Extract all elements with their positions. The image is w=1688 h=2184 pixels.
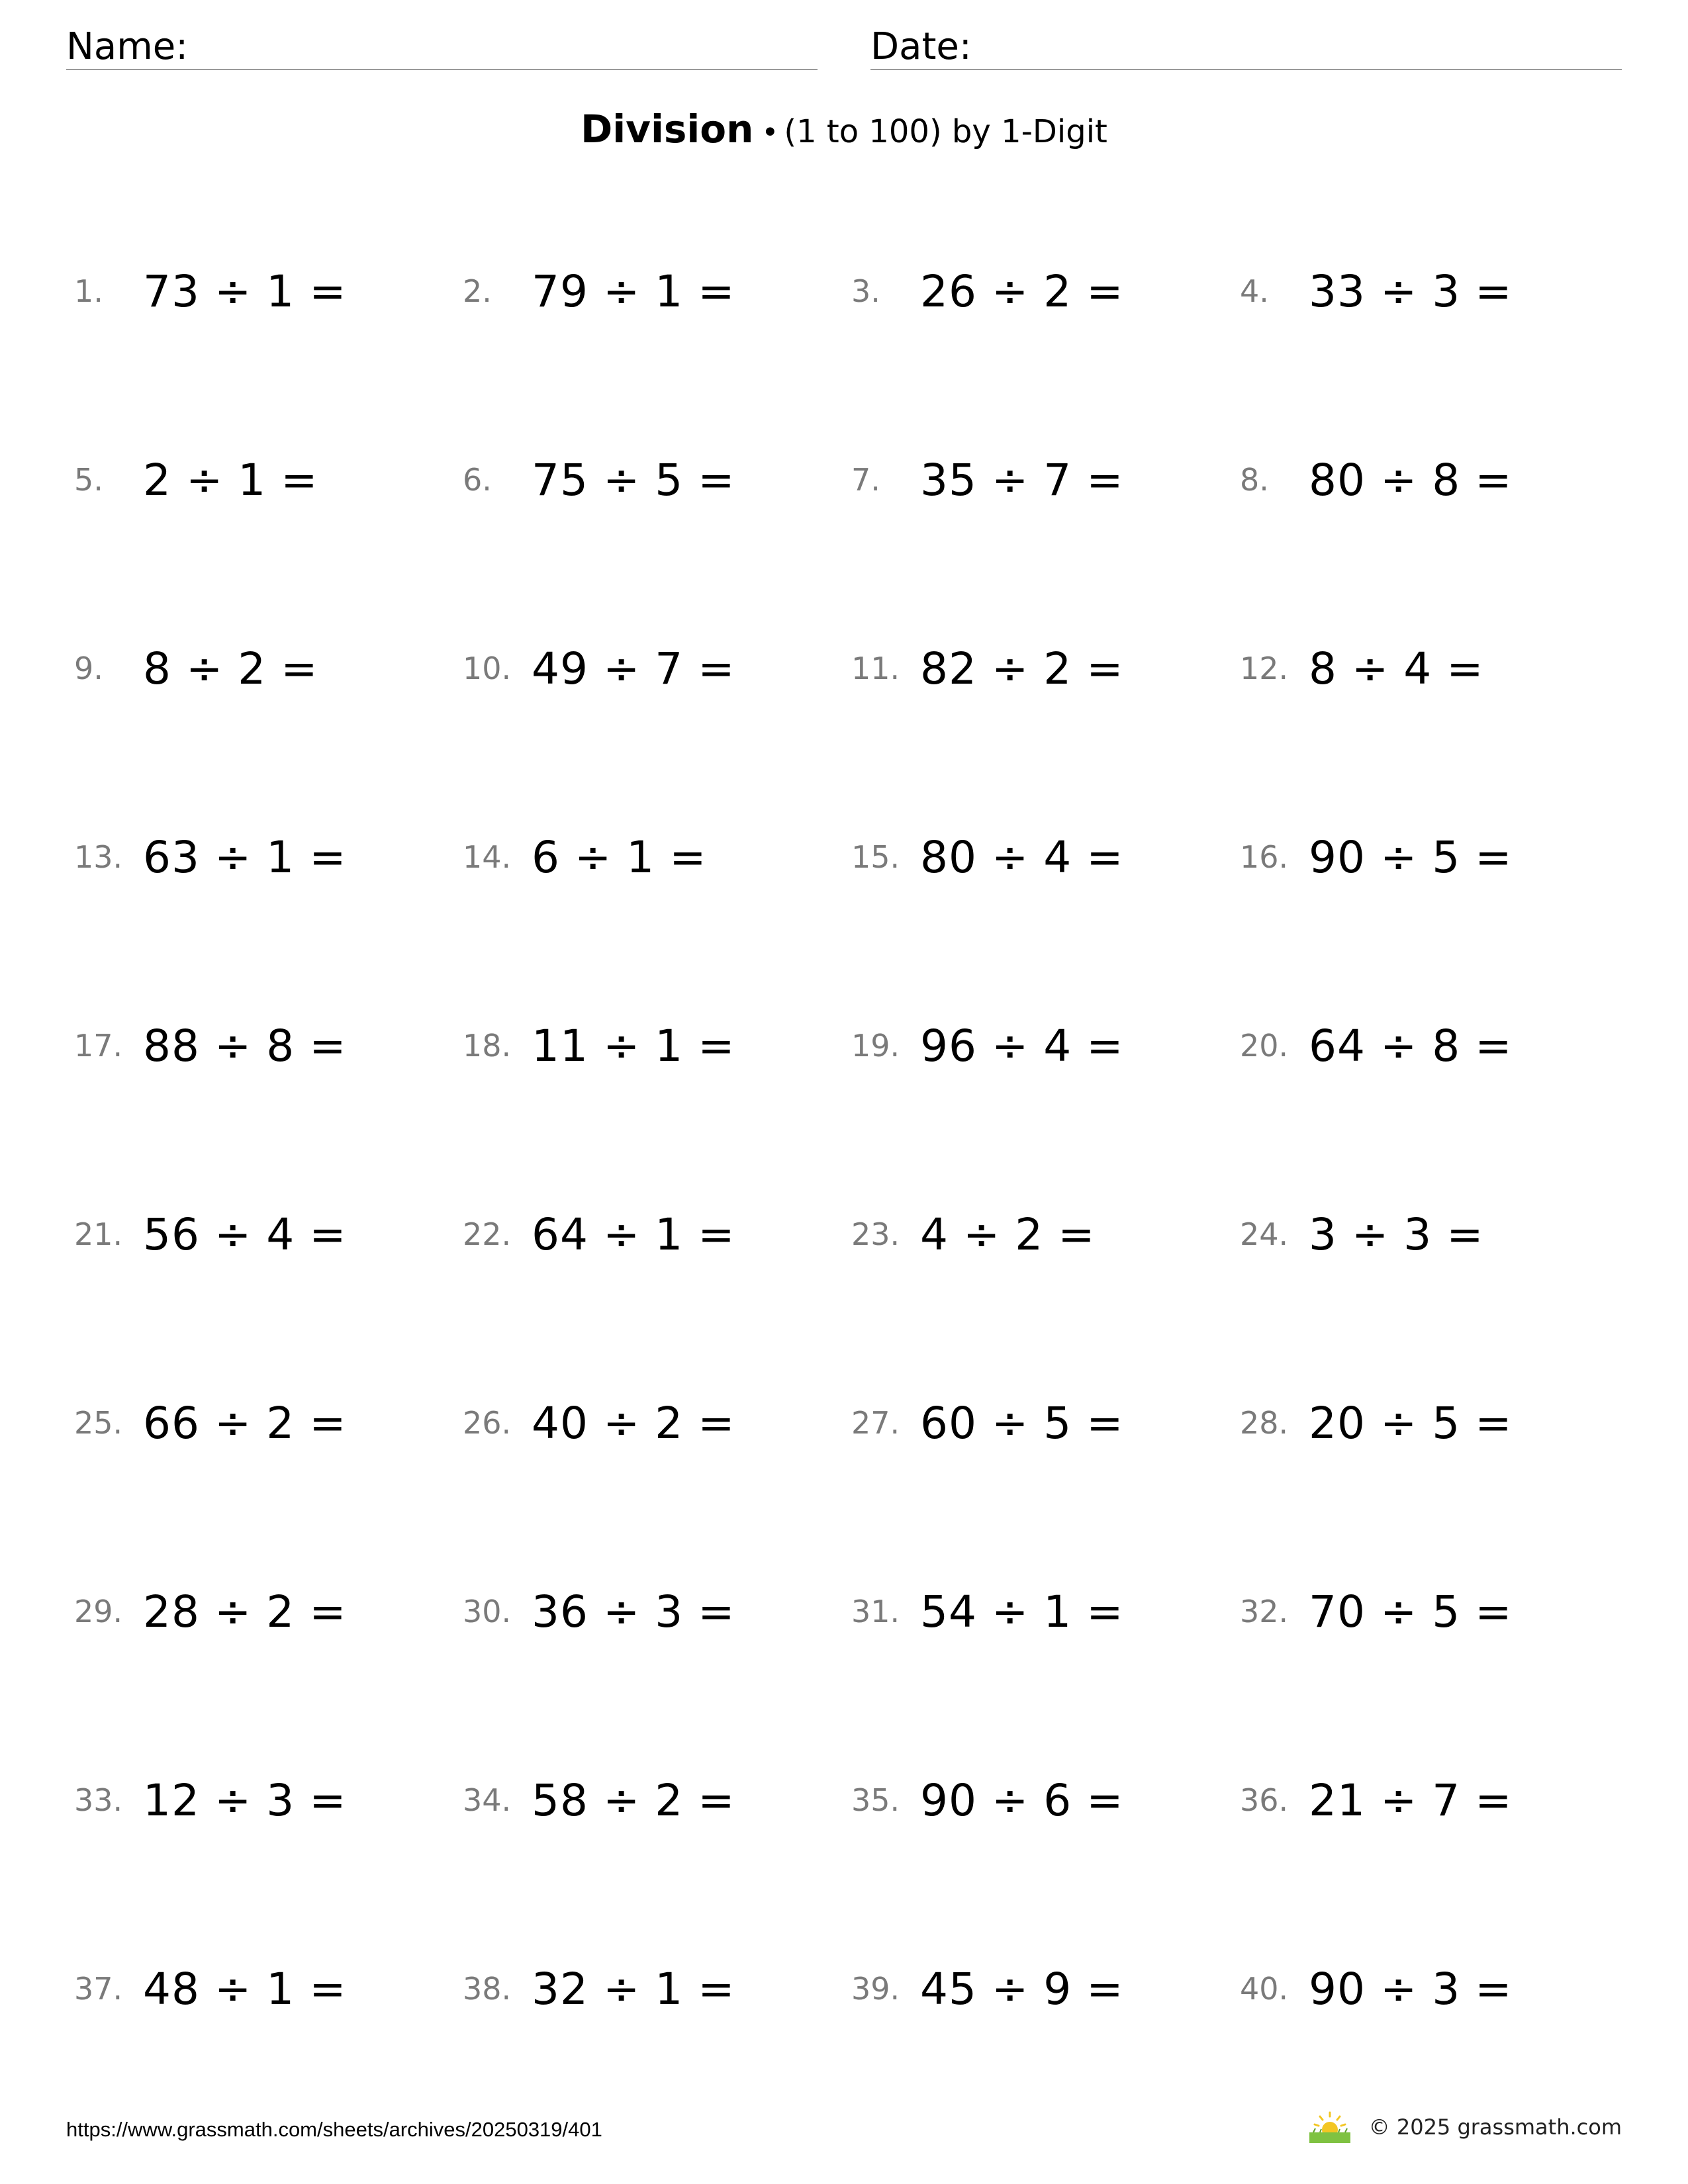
problem-number: 14. [463,839,512,875]
problem-expression: 90 ÷ 6 = [920,1775,1124,1826]
problem-expression: 21 ÷ 7 = [1309,1775,1513,1826]
problem-item [74,1357,463,1545]
problem-number: 17. [74,1028,123,1064]
problem-expression: 56 ÷ 4 = [143,1209,347,1260]
problem-number: 24. [1240,1216,1289,1252]
problem-expression: 79 ÷ 1 = [532,266,735,317]
problem-expression: 33 ÷ 3 = [1309,266,1513,317]
problem-item [851,791,1240,979]
problem-expression: 26 ÷ 2 = [920,266,1124,317]
problem-expression: 35 ÷ 7 = [920,455,1124,506]
problem-expression: 4 ÷ 2 = [920,1209,1096,1260]
problem-item [463,414,851,602]
problem-number: 11. [851,651,900,686]
problem-number: 23. [851,1216,900,1252]
problem-item [851,1357,1240,1545]
problem-number: 22. [463,1216,512,1252]
date-field[interactable] [870,25,1622,70]
problem-item [1240,979,1628,1168]
problem-expression: 80 ÷ 4 = [920,832,1124,883]
problem-expression: 8 ÷ 4 = [1309,643,1484,694]
problem-number: 38. [463,1971,512,2007]
problem-item [74,414,463,602]
problem-number: 37. [74,1971,123,2007]
problem-number: 13. [74,839,123,875]
problem-number: 18. [463,1028,512,1064]
problem-number: 28. [1240,1405,1289,1441]
problem-item [1240,225,1628,414]
problem-expression: 75 ÷ 5 = [532,455,735,506]
name-label: Name: [66,25,189,68]
problem-expression: 20 ÷ 5 = [1309,1398,1513,1449]
problem-number: 39. [851,1971,900,2007]
date-label: Date: [870,25,972,68]
problem-number: 30. [463,1594,512,1629]
problem-expression: 80 ÷ 8 = [1309,455,1513,506]
problem-number: 31. [851,1594,900,1629]
problem-expression: 48 ÷ 1 = [143,1964,347,2015]
problem-expression: 36 ÷ 3 = [532,1586,735,1637]
problem-item [1240,1734,1628,1923]
problem-item [463,225,851,414]
problem-item [851,1734,1240,1923]
problem-item [463,1168,851,1357]
title-main: Division [581,107,754,152]
page-title [0,106,1688,162]
problem-item [74,1168,463,1357]
problem-item [1240,1923,1628,2111]
problem-number: 32. [1240,1594,1289,1629]
problem-item [74,225,463,414]
problem-item [463,602,851,791]
problem-number: 27. [851,1405,900,1441]
problem-number: 10. [463,651,512,686]
problem-item [851,1545,1240,1734]
problem-expression: 11 ÷ 1 = [532,1021,735,1071]
footer-copyright: © 2025 grassmath.com [1368,2115,1622,2140]
grass-sun-logo-icon [1307,2110,1353,2144]
problem-number: 2. [463,273,492,309]
problem-number: 19. [851,1028,900,1064]
problem-expression: 70 ÷ 5 = [1309,1586,1513,1637]
problem-number: 3. [851,273,880,309]
problem-expression: 49 ÷ 7 = [532,643,735,694]
problem-expression: 66 ÷ 2 = [143,1398,347,1449]
problem-item [851,225,1240,414]
problem-item [851,602,1240,791]
problem-number: 8. [1240,462,1269,498]
problem-item [851,1923,1240,2111]
footer-url[interactable]: https://www.grassmath.com/sheets/archives/20250319/401 [66,2118,602,2141]
problem-item [1240,602,1628,791]
problem-expression: 90 ÷ 5 = [1309,832,1513,883]
problem-expression: 6 ÷ 1 = [532,832,707,883]
problem-item [851,414,1240,602]
problem-number: 26. [463,1405,512,1441]
problem-item [1240,1545,1628,1734]
problem-grid [74,225,1630,2098]
problem-number: 33. [74,1782,123,1818]
problem-item [851,979,1240,1168]
problem-expression: 58 ÷ 2 = [532,1775,735,1826]
title-subtitle: (1 to 100) by 1-Digit [784,113,1107,150]
title-separator: • [761,116,779,150]
problem-number: 40. [1240,1971,1289,2007]
problem-item [74,1734,463,1923]
problem-number: 21. [74,1216,123,1252]
problem-item [74,1923,463,2111]
problem-expression: 82 ÷ 2 = [920,643,1124,694]
name-field[interactable] [66,25,818,70]
problem-item [463,1923,851,2111]
problem-number: 5. [74,462,103,498]
problem-number: 12. [1240,651,1289,686]
problem-item [463,1545,851,1734]
problem-expression: 64 ÷ 8 = [1309,1021,1513,1071]
problem-expression: 96 ÷ 4 = [920,1021,1124,1071]
problem-expression: 90 ÷ 3 = [1309,1964,1513,2015]
problem-item [851,1168,1240,1357]
problem-item [74,1545,463,1734]
problem-expression: 88 ÷ 8 = [143,1021,347,1071]
problem-item [1240,1357,1628,1545]
problem-item [1240,1168,1628,1357]
problem-item [74,791,463,979]
problem-expression: 12 ÷ 3 = [143,1775,347,1826]
problem-item [74,979,463,1168]
problem-number: 34. [463,1782,512,1818]
problem-expression: 54 ÷ 1 = [920,1586,1124,1637]
problem-number: 4. [1240,273,1269,309]
problem-expression: 63 ÷ 1 = [143,832,347,883]
problem-item [463,979,851,1168]
problem-number: 20. [1240,1028,1289,1064]
problem-expression: 60 ÷ 5 = [920,1398,1124,1449]
problem-number: 16. [1240,839,1289,875]
problem-expression: 45 ÷ 9 = [920,1964,1124,2015]
problem-expression: 28 ÷ 2 = [143,1586,347,1637]
problem-number: 25. [74,1405,123,1441]
problem-number: 1. [74,273,103,309]
problem-expression: 2 ÷ 1 = [143,455,318,506]
problem-item [463,1357,851,1545]
problem-number: 35. [851,1782,900,1818]
problem-number: 29. [74,1594,123,1629]
footer-branding [1307,2110,1622,2144]
problem-item [463,1734,851,1923]
problem-number: 9. [74,651,103,686]
problem-item [1240,414,1628,602]
problem-expression: 32 ÷ 1 = [532,1964,735,2015]
problem-item [74,602,463,791]
problem-number: 15. [851,839,900,875]
problem-expression: 8 ÷ 2 = [143,643,318,694]
problem-expression: 64 ÷ 1 = [532,1209,735,1260]
problem-item [1240,791,1628,979]
problem-number: 36. [1240,1782,1289,1818]
problem-item [463,791,851,979]
problem-number: 6. [463,462,492,498]
problem-expression: 40 ÷ 2 = [532,1398,735,1449]
problem-expression: 73 ÷ 1 = [143,266,347,317]
problem-expression: 3 ÷ 3 = [1309,1209,1484,1260]
problem-number: 7. [851,462,880,498]
